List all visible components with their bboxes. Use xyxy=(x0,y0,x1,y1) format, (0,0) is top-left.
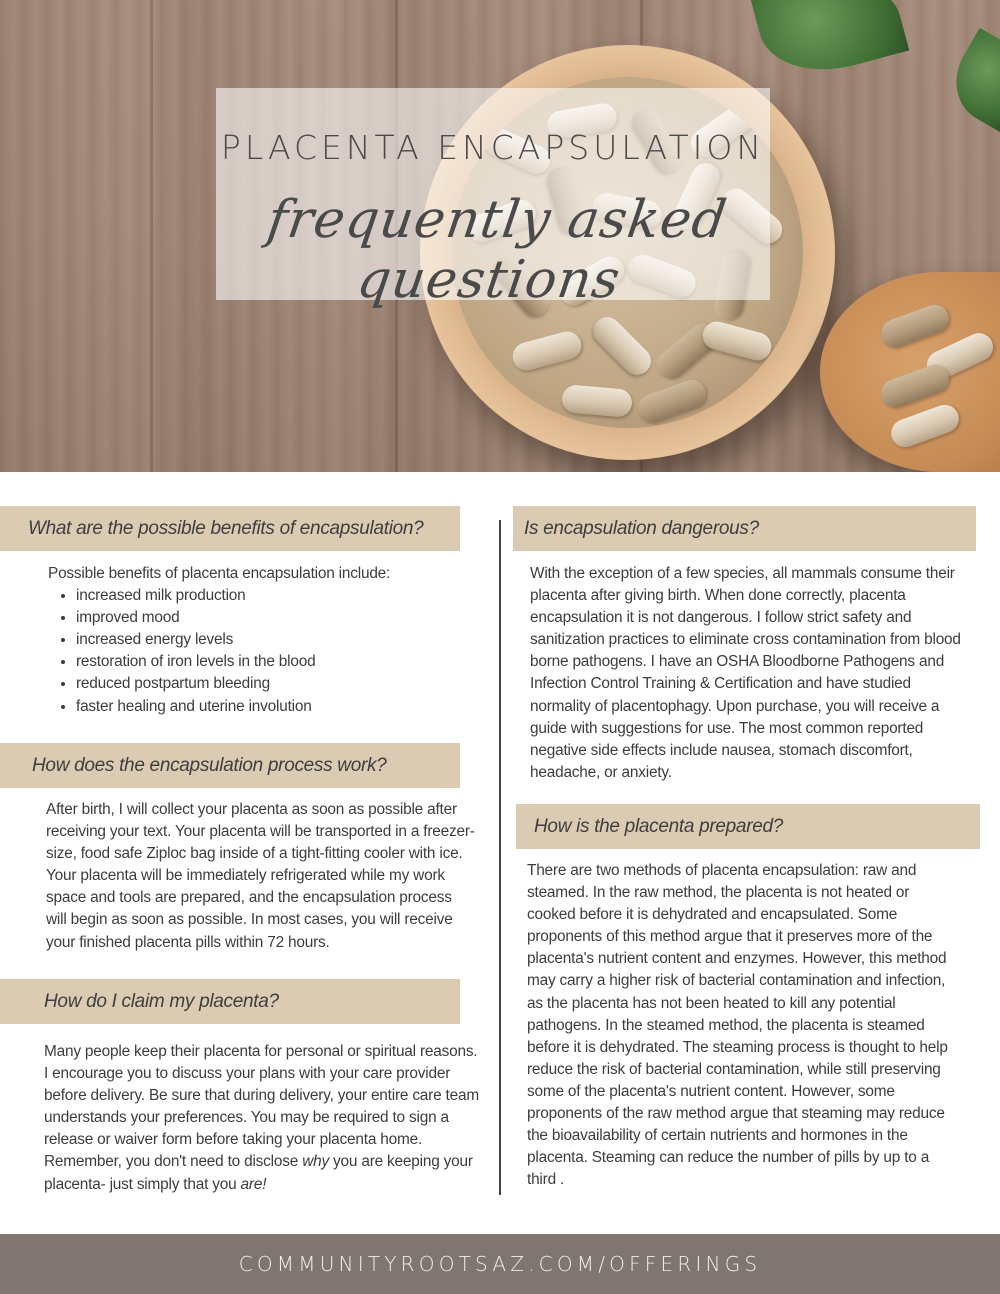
list-item: • restoration of iron levels in the blood xyxy=(76,651,468,673)
benefits-list xyxy=(48,585,468,718)
wood-plank-seam xyxy=(150,0,153,472)
list-item: • faster healing and uterine involution xyxy=(76,696,468,718)
answer-text: With the exception of a few species, all mammals consume their placenta after giving birth. When done correctly, placenta encapsulation it is not dangerous. I follow strict safety and sanitization practices to eliminate cross contamination from blood borne pathogens. I have an OSHA Bloodborne Pathogens and Infection Control Training & Certification and have studied normality of placentophagy. Upon purchase, you will receive a guide with suggestions for use. The most common reported negative side effects include nausea, stomach discomfort, headache, or anxiety. xyxy=(530,565,961,781)
page-subtitle: frequently asked questions xyxy=(263,190,731,310)
question-bar-process xyxy=(0,743,460,788)
question-bar-prepared xyxy=(516,804,980,849)
question-text: Is encapsulation dangerous? xyxy=(524,517,759,539)
footer-bar xyxy=(0,1234,1000,1294)
page-title: PLACENTA ENCAPSULATION xyxy=(220,128,766,167)
benefits-intro: Possible benefits of placenta encapsulation include: xyxy=(48,565,391,582)
answer-claim xyxy=(44,1041,482,1196)
answer-text-part: you are keeping your placenta- just simply that you xyxy=(44,1153,473,1193)
list-item: • increased energy levels xyxy=(76,629,468,651)
question-text: How do I claim my placenta? xyxy=(44,990,279,1012)
mint-leaf xyxy=(940,28,1000,132)
answer-text-part: Many people keep their placenta for personal or spiritual reasons. I encourage you to discuss your plans with your care provider before delivery. Be sure that during delivery, your entire care team understands your preferences. You may be required to sign a release or waiver form before taking your placenta home. Remember, you don't need to disclose xyxy=(44,1043,479,1171)
answer-text: There are two methods of placenta encapsulation: raw and steamed. In the raw method, the placenta is not heated or cooked before it is dehydrated and encapsulated. Some proponents of this method argue that it preserves more of the placenta's nutrient content and enzymes. However, this method may carry a higher risk of bacterial contamination and infection, as the placenta has not been heated to kill any potential pathogens. In the steamed method, the placenta is steamed before it is dehydrated. The steaming process is thought to help reduce the risk of bacterial contamination, while still preserving some of the placenta's nutrient content. However, some proponents of the raw method argue that steaming may reduce the bioavailability of certain nutrients and hormones in the placenta. Steaming can reduce the number of pills by up to a third . xyxy=(527,862,948,1189)
answer-text xyxy=(44,1041,482,1196)
column-divider xyxy=(499,520,501,1195)
footer-url-link[interactable]: COMMUNITYROOTSAZ.COM/OFFERINGS xyxy=(238,1252,762,1276)
answer-text: After birth, I will collect your placenta as soon as possible after receiving your text. Your placenta will be transported in a freezer-size, food safe Ziploc bag inside of a tight-fitting cooler with ice. Your placenta will be immediately refrigerated while my work space and tools are prepared, and the encapsulation process will begin as soon as possible. In most cases, you will receive your finished placenta pills within 72 hours. xyxy=(46,801,475,951)
answer-emphasis: why xyxy=(302,1153,329,1171)
list-item: • increased milk production xyxy=(76,585,468,607)
question-bar-danger xyxy=(513,506,976,551)
answer-prepared xyxy=(527,860,959,1191)
list-item: • reduced postpartum bleeding xyxy=(76,673,468,695)
answer-danger xyxy=(530,563,962,784)
question-text: How is the placenta prepared? xyxy=(534,815,784,837)
wooden-spoon xyxy=(820,272,1000,472)
question-bar-claim xyxy=(0,979,460,1024)
mint-leaf xyxy=(751,0,910,87)
hero-image xyxy=(0,0,1000,472)
list-item: • improved mood xyxy=(76,607,468,629)
answer-process xyxy=(46,799,476,954)
question-text: How does the encapsulation process work? xyxy=(32,754,387,776)
answer-emphasis: are! xyxy=(240,1175,267,1193)
question-text: What are the possible benefits of encapsulation? xyxy=(28,517,424,539)
answer-benefits xyxy=(48,563,468,718)
question-bar-benefits xyxy=(0,506,460,551)
title-panel xyxy=(216,88,770,310)
